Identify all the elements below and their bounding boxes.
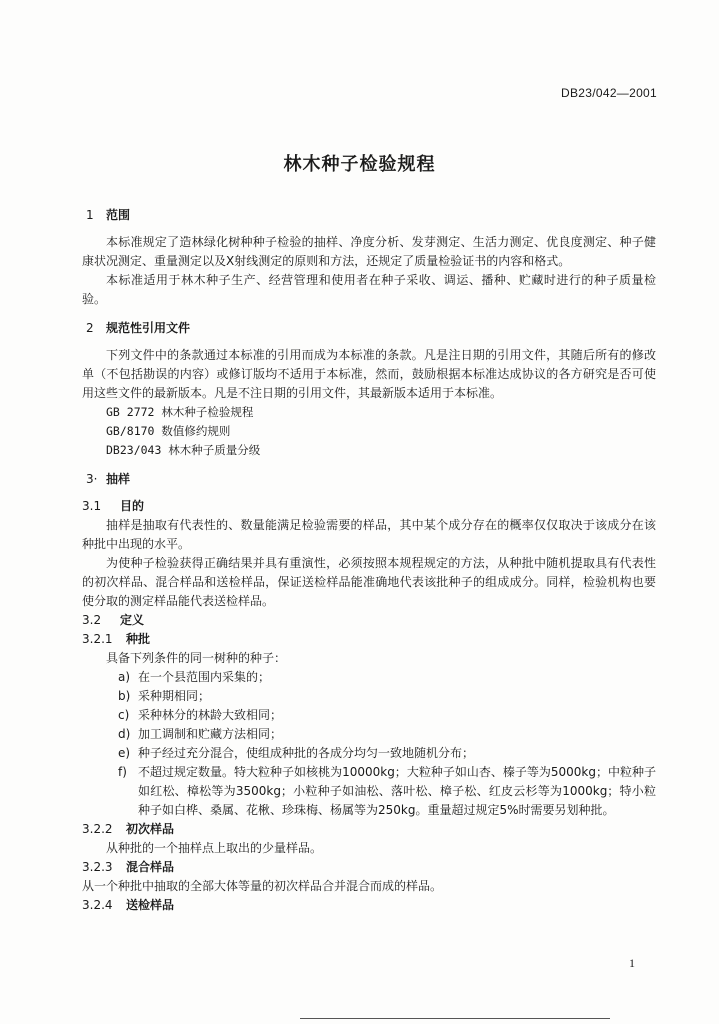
list-marker: d) [118,727,131,741]
section-2-heading [82,319,656,338]
paragraph: 下列文件中的条款通过本标准的引用而成为本标准的条款。凡是注日期的引用文件，其随后所有的修改单（不包括勘误的内容）或修订版均不适用于本标准，然而，鼓励根据本标准达成协议的各方研究是否可使用这些文件的最新版本。凡是不注日期的引用文件，其最新版本适用于本标准。 [82,348,656,400]
subsection-number: 3.2.1 [82,632,113,646]
paragraph: 从一个种批中抽取的全部大体等量的初次样品合并混合而成的样品。 [82,879,443,893]
list-item [82,706,656,725]
subsection-number: 3.2.3 [82,860,113,874]
list-text: 采种期相同； [138,689,211,703]
page-number: 1 [629,956,635,970]
list-marker: e) [118,746,131,760]
reference-item: GB/8170 数值修约规则 [106,424,231,438]
subsection-number: 3.2.2 [82,822,113,836]
subsection-title: 送检样品 [126,898,175,912]
paragraph: 具备下列条件的同一树种的种子： [106,651,287,665]
list-text: 种子经过充分混合，使组成种批的各成分均匀一致地随机分布； [138,746,475,760]
subsection-title: 定义 [120,613,145,627]
subsection-3-2-3-heading [82,858,656,877]
list-marker: b) [118,689,131,703]
subsection-3-2-heading [82,611,656,630]
reference-item: DB23/043 林木种子质量分级 [106,443,261,457]
paragraph: 抽样是抽取有代表性的、数量能满足检验需要的样品，其中某个成分存在的概率仅仅取决于该成分在该种批中出现的水平。 [82,518,656,551]
list-item [82,725,656,744]
section-number: 2 [86,321,94,335]
paragraph: 本标准规定了造林绿化树种种子检验的抽样、净度分析、发芽测定、生活力测定、优良度测定、种子健康状况测定、重量测定以及X射线测定的原则和方法，还规定了质量检验证书的内容和格式。 [82,235,656,268]
subsection-title: 初次样品 [126,822,175,836]
subsection-number: 3.1 [82,499,102,513]
document-body [82,206,656,915]
subsection-3-2-1-heading [82,630,656,649]
paragraph: 从种批的一个抽样点上取出的少量样品。 [106,841,323,855]
section-3-heading [82,470,656,489]
standard-code: DB23/042—2001 [561,86,657,100]
list-marker: c) [118,708,130,722]
list-item [82,744,656,763]
list-text: 采种林分的林龄大致相同； [138,708,283,722]
document-title: 林木种子检验规程 [283,154,436,175]
section-number: 3· [86,472,98,486]
list-text: 加工调制和贮藏方法相同； [138,727,283,741]
subsection-3-2-4-heading [82,896,656,915]
section-title: 范围 [106,208,131,222]
list-item [82,668,656,687]
paragraph: 为使种子检验获得正确结果并具有重演性，必须按照本规程规定的方法，从种批中随机提取具有代表性的初次样品、混合样品和送检样品，保证送检样品能准确地代表该批种子的组成成分。同样，检验机构也要使分取的测定样品能代表送检样品。 [82,556,656,608]
list-item [82,763,656,820]
subsection-title: 种批 [126,632,151,646]
paragraph: 本标准适用于林木种子生产、经营管理和使用者在种子采收、调运、播种、贮藏时进行的种子质量检验。 [82,273,656,306]
section-title: 抽样 [106,472,131,486]
reference-item: GB 2772 林木种子检验规程 [106,405,254,419]
subsection-title: 混合样品 [126,860,175,874]
list-marker: a) [118,670,131,684]
subsection-title: 目的 [120,499,145,513]
section-1-heading [82,206,656,225]
section-title: 规范性引用文件 [106,321,191,335]
subsection-3-1-heading [82,497,656,516]
subsection-number: 3.2 [82,613,102,627]
footer-rule [300,1018,610,1019]
list-text: 在一个县范围内采集的； [138,670,271,684]
section-number: 1 [86,208,94,222]
list-text: 不超过规定数量。特大粒种子如核桃为10000kg；大粒种子如山杏、榛子等为5000kg；中粒种子如红松、樟松等为3500kg；小粒种子如油松、落叶松、樟子松、红皮云杉等为1000kg；特小粒种子如白桦、桑属、花楸、珍珠梅、杨属等为250kg。重量超过规定5%时需要另划种批。 [138,765,656,817]
list-item [82,687,656,706]
subsection-3-2-2-heading [82,820,656,839]
list-marker: f) [118,765,127,779]
subsection-number: 3.2.4 [82,898,113,912]
